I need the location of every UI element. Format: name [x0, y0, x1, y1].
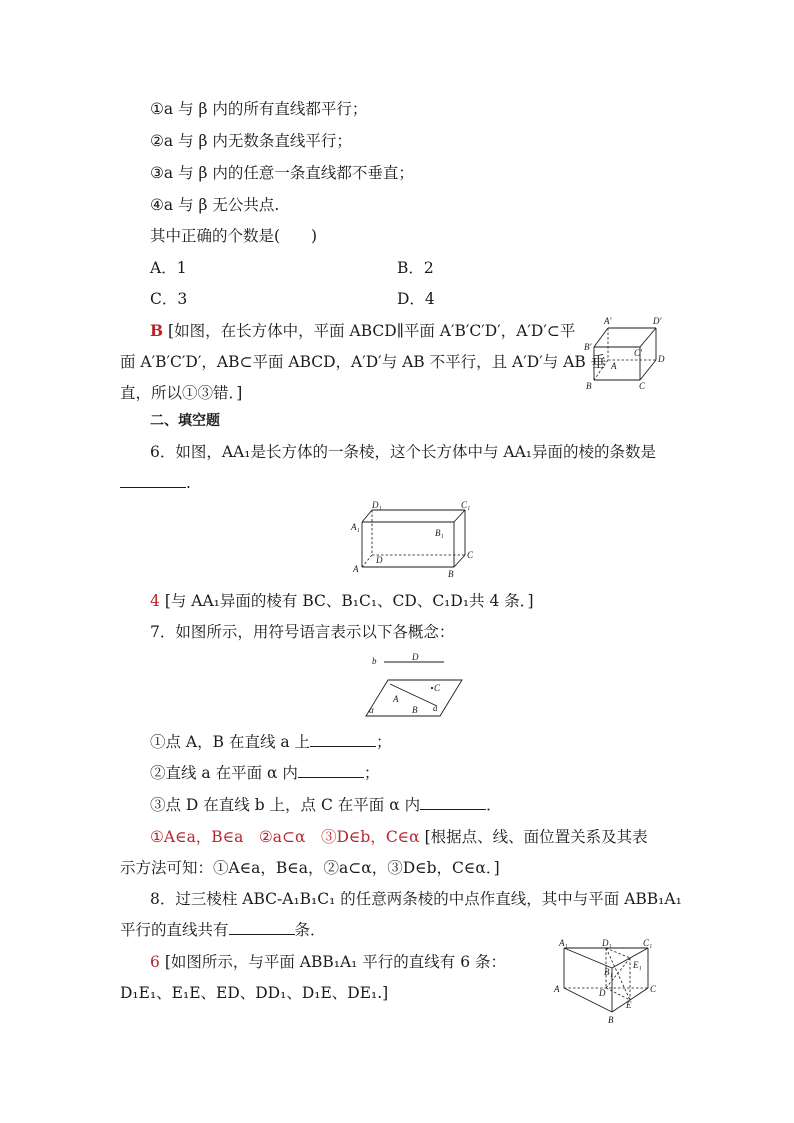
label-alpha: α	[369, 705, 374, 715]
label-d: D	[376, 555, 383, 565]
label-a: A	[393, 694, 399, 704]
q8-explanation-1: [如图所示，与平面 ABB₁A₁ 平行的直线有 6 条：	[164, 953, 507, 971]
q7-prompt: 7．如图所示，用符号语言表示以下各概念：	[150, 623, 455, 641]
statement-2: ②a 与 β 内无数条直线平行；	[150, 132, 352, 150]
label-b-line: b	[372, 656, 377, 666]
q8-line-2: 平行的直线共有 条．	[120, 921, 326, 939]
statement-1: ①a 与 β 内的所有直线都平行；	[150, 100, 368, 118]
statement-4: ④a 与 β 无公共点.	[150, 196, 280, 214]
label-c-prime: C′	[634, 348, 642, 358]
label-c: C	[639, 381, 646, 391]
label-d1: D₁	[602, 938, 612, 948]
label-c: C	[434, 683, 441, 693]
q6-answer: 4	[150, 592, 160, 610]
label-d: D	[658, 354, 665, 364]
label-d-prime: D′	[653, 316, 662, 326]
label-a-line: a	[433, 703, 438, 713]
option-c: C．3	[150, 290, 188, 308]
label-c: C	[650, 984, 657, 994]
q7-answer: ①A∈a，B∈a ②a⊂α ③D∈b，C∈α	[150, 828, 420, 846]
plane-figure-q7	[362, 648, 466, 720]
q7-blank-1	[310, 732, 376, 747]
q8-line-1: 8．过三棱柱 ABC-A₁B₁C₁ 的任意两条棱的中点作直线，其中与平面 ABB₁A₁	[150, 890, 682, 908]
q6-answer-line	[150, 590, 534, 612]
label-b-prime: B′	[584, 342, 592, 352]
q7-explanation-1: [根据点、线、面位置关系及其表	[424, 828, 648, 846]
label-a: A	[611, 361, 617, 371]
label-a1: A₁	[559, 938, 568, 948]
q7-answer-line	[150, 826, 648, 848]
option-b: B．2	[397, 259, 434, 277]
label-a: A	[554, 984, 560, 994]
q8-blank	[229, 920, 295, 935]
q7-item-1: ①点 A，B 在直线 a 上 ；	[150, 733, 392, 751]
label-c: C	[467, 550, 474, 560]
label-b1: B₁	[604, 967, 613, 977]
section-title: 二、填空题	[150, 413, 220, 429]
q7-blank-3	[420, 795, 486, 810]
label-b: B	[608, 1015, 614, 1025]
label-d1: D₁	[372, 500, 382, 510]
label-d: D	[599, 988, 606, 998]
option-d: D．4	[397, 290, 435, 308]
q5-explanation-2: 面 A′B′C′D′，AB⊂平面 ABCD，A′D′与 AB 不平行，且 A′D′与 AB 垂	[120, 353, 607, 371]
q6-line-2: .	[120, 472, 191, 494]
label-b: B	[412, 705, 418, 715]
q6-line-1: 6．如图，AA₁是长方体的一条棱，这个长方体中与 AA₁异面的棱的条数是	[150, 443, 656, 461]
prism-figure-q8	[552, 938, 662, 1028]
q8-answer-line	[150, 951, 506, 973]
label-d: D	[412, 652, 419, 662]
q5-prompt: 其中正确的个数是( )	[150, 227, 318, 245]
label-c1: C₁	[643, 938, 653, 948]
q7-blank-2	[298, 763, 364, 778]
q5-explanation-1: [如图，在长方体中，平面 ABCD∥平面 A′B′C′D′，A′D′⊂平	[168, 322, 576, 340]
label-b1: B₁	[435, 528, 444, 538]
label-c1: C₁	[461, 500, 471, 510]
q8-explanation-2: D₁E₁、E₁E、ED、DD₁、D₁E、DE₁.]	[120, 984, 389, 1002]
q7-item-3: ③点 D 在直线 b 上，点 C 在平面 α 内 ．	[150, 796, 502, 814]
q8-answer: 6	[150, 953, 160, 971]
statement-3: ③a 与 β 内的任意一条直线都不垂直；	[150, 164, 414, 182]
label-b: B	[586, 381, 592, 391]
cuboid-figure-q6	[350, 500, 480, 582]
q5-answer: B	[150, 321, 164, 340]
label-a: A	[353, 564, 359, 574]
point-c	[431, 687, 433, 689]
label-e1: E₁	[633, 960, 642, 970]
label-b: B	[448, 569, 454, 579]
option-a: A．1	[150, 259, 187, 277]
q6-explanation: [与 AA₁异面的棱有 BC、B₁C₁、CD、C₁D₁共 4 条．]	[164, 592, 534, 610]
label-a-prime: A′	[604, 316, 612, 326]
q5-explanation-3: 直，所以①③错．]	[120, 384, 243, 402]
cuboid-figure-q5	[578, 314, 670, 394]
q5-answer-line	[150, 320, 575, 342]
q7-explanation-2: 示方法可知：①A∈a，B∈a，②a⊂α，③D∈b，C∈α．]	[120, 859, 500, 877]
q6-blank	[120, 473, 186, 488]
label-a1: A₁	[351, 522, 360, 532]
q7-item-2: ②直线 a 在平面 α 内 ；	[150, 764, 380, 782]
label-e: E	[626, 1000, 632, 1010]
